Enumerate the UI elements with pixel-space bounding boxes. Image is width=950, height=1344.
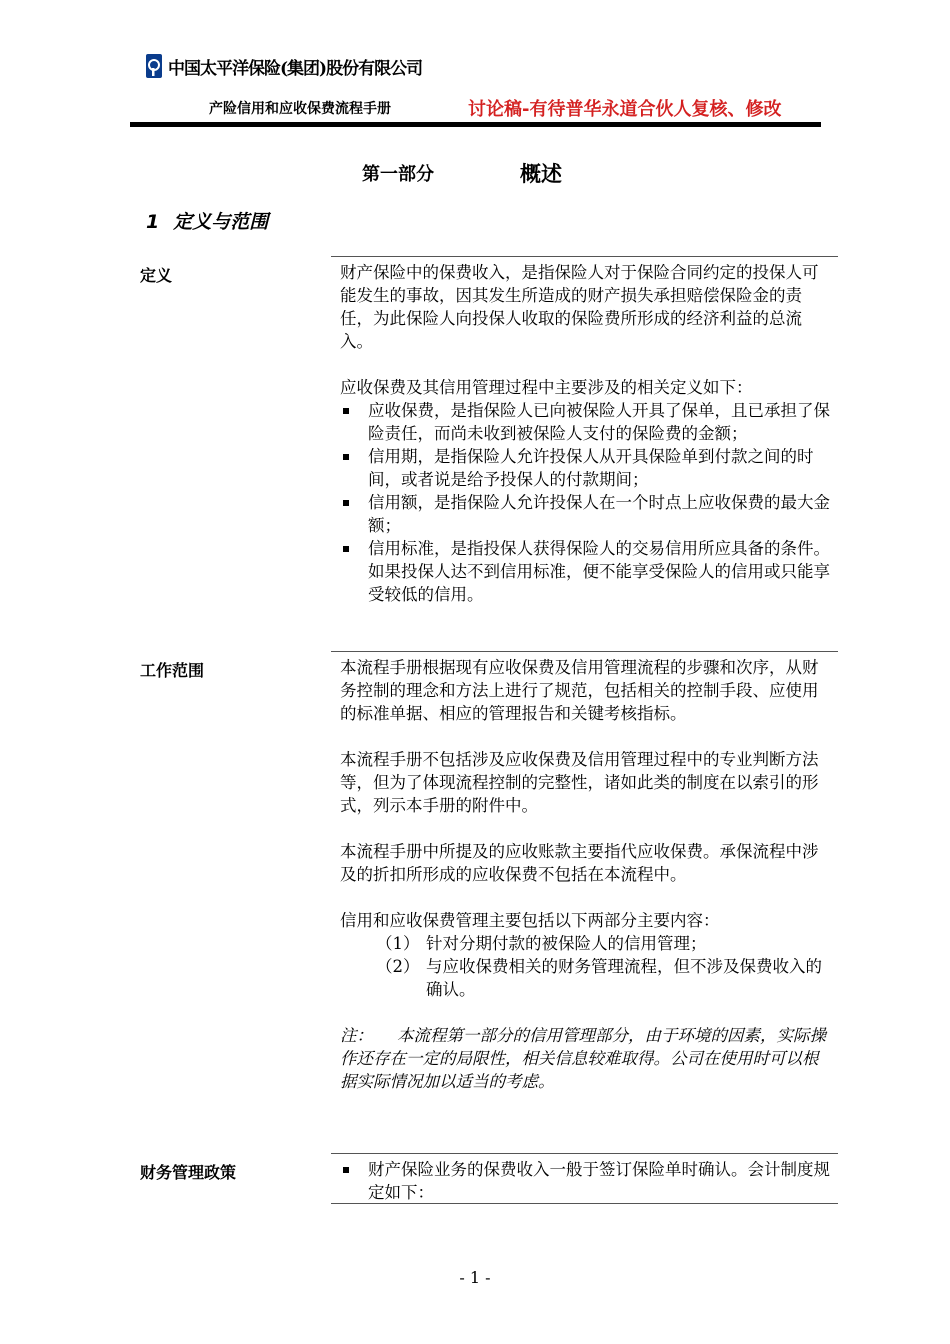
note-lead: 注： bbox=[340, 1026, 373, 1045]
list-item: 信用标准，是指投保人获得保险人的交易信用所应具备的条件。如果投保人达不到信用标准，便不能享受保险人的信用或只能享受较低的信用。 bbox=[340, 537, 832, 606]
scope-paragraph-1: 本流程手册根据现有应收保费及信用管理流程的步骤和次序，从财务控制的理念和方法上进行了规范，包括相关的控制手段、应使用的标准单据、相应的管理报告和关键考核指标。 bbox=[340, 658, 819, 723]
scope-content bbox=[340, 656, 832, 1093]
scope-note bbox=[340, 1024, 832, 1093]
draft-notice: 讨论稿-有待普华永道合伙人复核、修改 bbox=[468, 99, 782, 120]
item-number: （2） bbox=[376, 957, 420, 976]
scope-label: 工作范围 bbox=[140, 661, 205, 680]
policy-bottom-rule bbox=[331, 1203, 838, 1204]
item-number: （1） bbox=[376, 934, 420, 953]
definition-top-rule bbox=[331, 256, 838, 257]
definition-label: 定义 bbox=[140, 266, 173, 285]
definition-content bbox=[340, 261, 832, 606]
item-text: 与应收保费相关的财务管理流程，但不涉及保费收入的确认。 bbox=[426, 957, 822, 999]
definition-intro: 应收保费及其信用管理过程中主要涉及的相关定义如下： bbox=[340, 378, 753, 397]
numbered-item bbox=[340, 955, 832, 1001]
list-item: 信用额，是指保险人允许投保人在一个时点上应收保费的最大金额； bbox=[340, 491, 832, 537]
header-rule bbox=[130, 122, 821, 127]
definition-list bbox=[340, 399, 832, 606]
note-text: 本流程第一部分的信用管理部分，由于环境的因素，实际操作还存在一定的局限性，相关信息较难取得。公司在使用时可以根据实际情况加以适当的考虑。 bbox=[340, 1026, 826, 1091]
section-number: 1 bbox=[146, 211, 160, 233]
company-logo bbox=[146, 50, 422, 82]
definition-paragraph: 财产保险中的保费收入，是指保险人对于保险合同约定的投保人可能发生的事故，因其发生所造成的财产损失承担赔偿保险金的责任，为此保险人向投保人收取的保险费所形成的经济利益的总流入。 bbox=[340, 263, 819, 351]
company-name: 中国太平洋保险(集团)股份有限公司 bbox=[168, 58, 423, 79]
scope-paragraph-2: 本流程手册不包括涉及应收保费及信用管理过程中的专业判断方法等，但为了体现流程控制的完整性，诸如此类的制度在以索引的形式，列示本手册的附件中。 bbox=[340, 750, 819, 815]
part-heading bbox=[0, 160, 950, 186]
policy-top-rule bbox=[331, 1153, 838, 1154]
page-number: - 1 - bbox=[459, 1268, 491, 1287]
policy-label: 财务管理政策 bbox=[140, 1163, 237, 1182]
policy-content bbox=[340, 1158, 832, 1204]
manual-title: 产险信用和应收保费流程手册 bbox=[209, 101, 391, 117]
part-name: 概述 bbox=[520, 162, 562, 186]
list-item: 应收保费，是指保险人已向被保险人开具了保单，且已承担了保险责任，而尚未收到被保险人支付的保险费的金额； bbox=[340, 399, 832, 445]
section-title: 定义与范围 bbox=[173, 211, 269, 233]
scope-paragraph-4: 信用和应收保费管理主要包括以下两部分主要内容： bbox=[340, 911, 720, 930]
list-item: 信用期，是指保险人允许投保人从开具保险单到付款之间的时间，或者说是给予投保人的付款期间； bbox=[340, 445, 832, 491]
scope-paragraph-3: 本流程手册中所提及的应收账款主要指代应收保费。承保流程中涉及的折扣所形成的应收保费不包括在本流程中。 bbox=[340, 842, 819, 884]
list-item: 财产保险业务的保费收入一般于签订保险单时确认。会计制度规定如下： bbox=[340, 1158, 832, 1204]
scope-top-rule bbox=[331, 651, 838, 652]
part-label: 第一部分 bbox=[362, 164, 434, 185]
policy-list bbox=[340, 1158, 832, 1204]
numbered-item bbox=[340, 932, 832, 955]
item-text: 针对分期付款的被保险人的信用管理； bbox=[426, 934, 707, 953]
section-heading bbox=[146, 207, 268, 234]
cpic-logo-icon bbox=[146, 54, 162, 78]
